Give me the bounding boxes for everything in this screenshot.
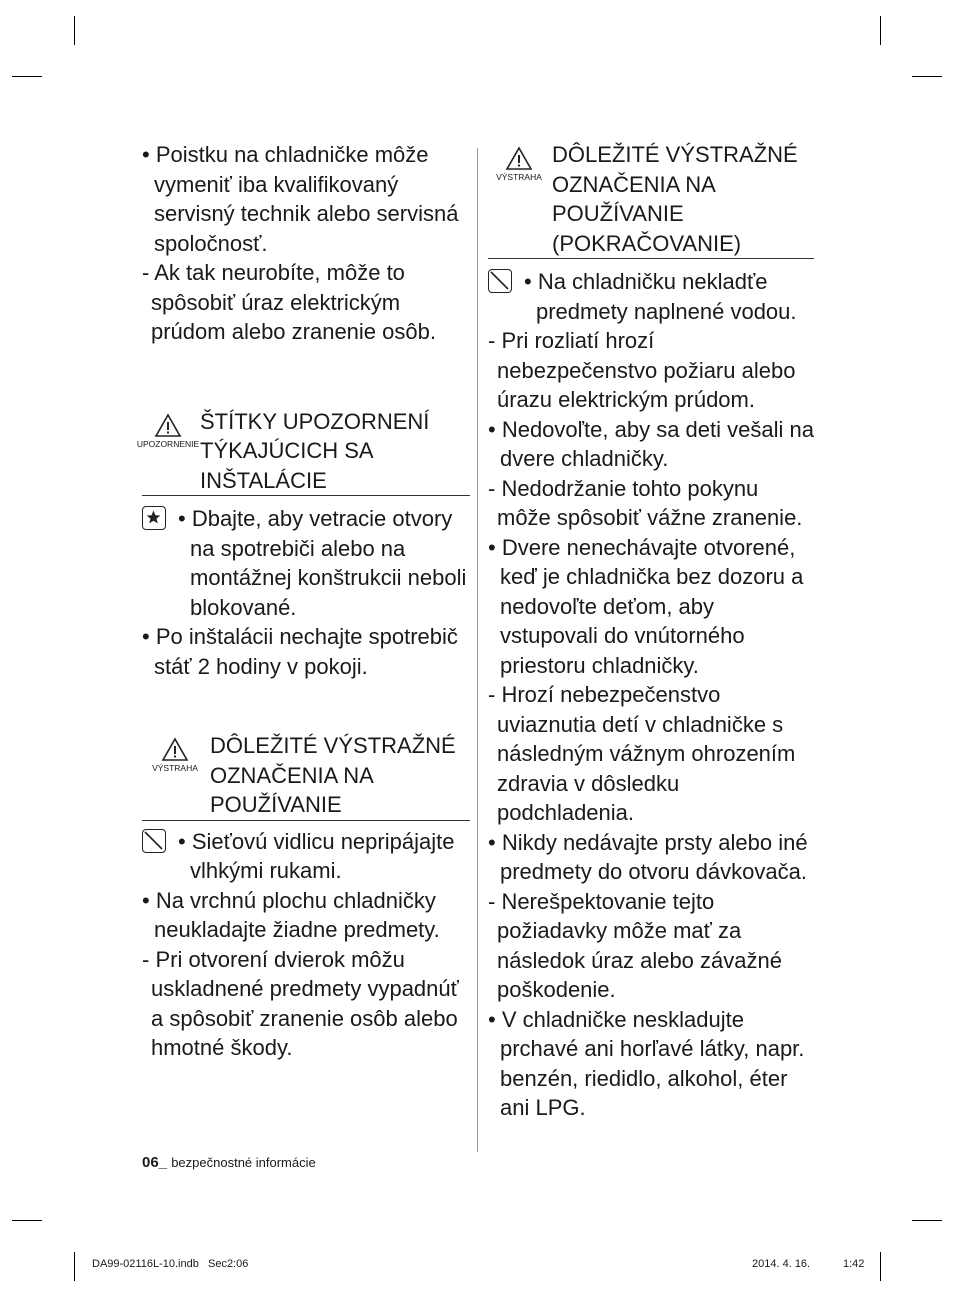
print-file-info: DA99-02116L-10.indb Sec2:06 xyxy=(92,1258,249,1270)
list-item-with-icon xyxy=(142,827,470,886)
section-heading-installation xyxy=(136,407,470,497)
page-footer xyxy=(142,1154,316,1171)
icon-label: UPOZORNENIE xyxy=(136,438,200,449)
prohibition-box-icon xyxy=(142,829,166,853)
crop-mark xyxy=(12,76,42,77)
list-item: - Nedodržanie tohto pokynu môže spôsobiť vážne zranenie. xyxy=(488,475,803,530)
section-name: bezpečnostné informácie xyxy=(171,1155,316,1170)
prohibition-box-icon xyxy=(488,269,512,293)
list-item: • Na chladničku nekladťe predmety naplnené vodou. xyxy=(524,269,797,324)
warning-triangle-icon xyxy=(136,407,200,449)
list-item: - Ak tak neurobíte, môže to spôsobiť úraz elektrickým prúdom alebo zranenie osôb. xyxy=(142,260,436,344)
right-column xyxy=(488,140,814,1123)
section-title: DÔLEŽITÉ VÝSTRAŽNÉ OZNAČENIA NA POUŽÍVANIE xyxy=(210,733,456,817)
left-column xyxy=(136,140,470,1063)
page-number: 06_ xyxy=(142,1154,168,1171)
section-title: ŠTÍTKY UPOZORNENÍ TÝKAJÚCICH SA INŠTALÁCIE xyxy=(200,408,430,493)
column-divider xyxy=(477,148,478,1152)
print-time: 1:42 xyxy=(843,1258,865,1270)
list-item: - Pri rozliatí hrozí nebezpečenstvo požiaru alebo úrazu elektrickým prúdom. xyxy=(488,328,796,412)
warning-triangle-icon xyxy=(140,731,210,773)
list-item: • Dvere nenechávajte otvorené, keď je chladnička bez dozoru a nedovoľte deťom, aby vstupovali do vnútorného priestoru chladničky. xyxy=(488,534,804,678)
icon-label: VÝSTRAHA xyxy=(152,763,198,773)
list-item: • Poistku na chladničke môže vymeniť iba kvalifikovaný servisný technik alebo servisná spoločnosť. xyxy=(142,142,459,256)
star-box-icon xyxy=(142,506,166,530)
list-item: • Nedovoľte, aby sa deti vešali na dvere chladničky. xyxy=(488,416,814,471)
section-heading-usage xyxy=(142,731,470,821)
crop-mark xyxy=(880,1252,881,1281)
list-item: - Pri otvorení dvierok môžu uskladnené predmety vypadnúť a spôsobiť zranenie osôb alebo hmotné škody. xyxy=(142,946,459,1060)
list-item-with-icon xyxy=(488,267,814,326)
icon-label: VÝSTRAHA xyxy=(496,172,542,182)
crop-mark xyxy=(74,16,75,45)
print-date: 2014. 4. 16. xyxy=(752,1258,811,1270)
list-item: - Nerešpektovanie tejto požiadavky môže mať za následok úraz alebo závažné poškodenie. xyxy=(488,888,782,1002)
crop-mark xyxy=(912,76,942,77)
crop-mark xyxy=(12,1220,42,1221)
list-item: - Hrozí nebezpečenstvo uviaznutia detí v chladničke s následným vážnym ohrozením zdravia v dôsledku podchladenia. xyxy=(488,682,796,825)
list-item: • Sieťovú vidlicu nepripájajte vlhkými rukami. xyxy=(178,828,455,883)
list-item: • Na vrchnú plochu chladničky neukladajte žiadne predmety. xyxy=(142,887,440,942)
warning-triangle-icon xyxy=(486,140,552,182)
section-title: DÔLEŽITÉ VÝSTRAŽNÉ OZNAČENIA NA POUŽÍVANIE (POKRAČOVANIE) xyxy=(552,142,798,256)
list-item: • Dbajte, aby vetracie otvory na spotrebiči alebo na montážnej konštrukcii neboli blokované. xyxy=(178,506,467,620)
crop-mark xyxy=(880,16,881,45)
crop-mark xyxy=(74,1252,75,1281)
list-item: • V chladničke neskladujte prchavé ani horľavé látky, napr. benzén, riedidlo, alkohol, éter ani LPG. xyxy=(488,1006,805,1120)
list-item: • Po inštalácii nechajte spotrebič stáť 2 hodiny v pokoji. xyxy=(142,624,458,679)
list-item: • Nikdy nedávajte prsty alebo iné predmety do otvoru dávkovača. xyxy=(488,829,808,884)
list-item-with-icon xyxy=(142,504,470,622)
crop-mark xyxy=(912,1220,942,1221)
section-heading-usage-continued xyxy=(488,140,814,259)
